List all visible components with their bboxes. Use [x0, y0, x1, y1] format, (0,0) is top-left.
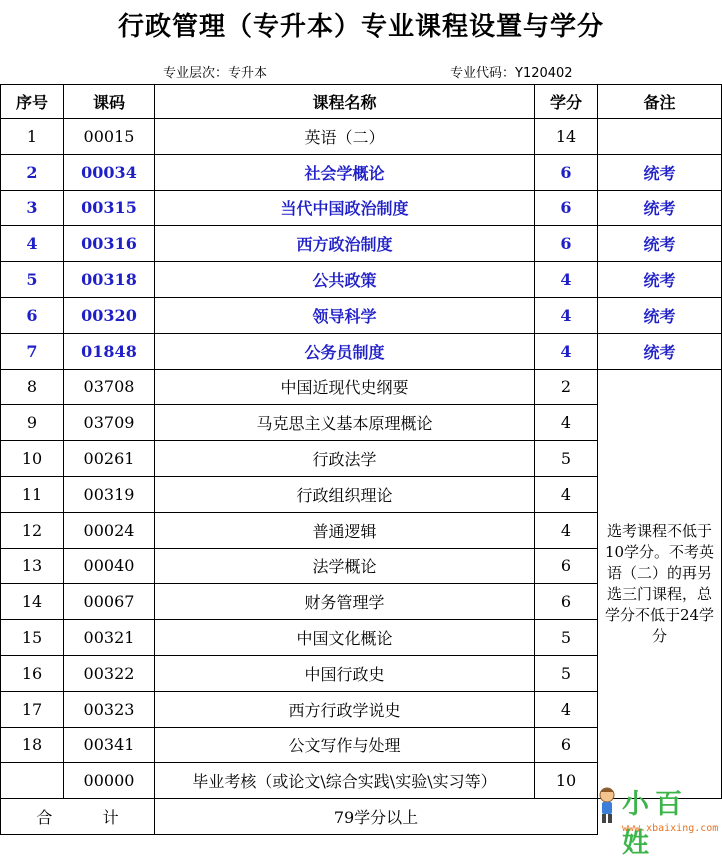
course-name: 领导科学 [155, 297, 535, 333]
course-code: 00315 [64, 190, 155, 226]
course-note: 统考 [598, 226, 722, 262]
course-name: 西方行政学说史 [155, 691, 535, 727]
course-name: 中国文化概论 [155, 620, 535, 656]
course-credit: 4 [535, 262, 598, 298]
course-credit: 4 [535, 691, 598, 727]
course-code: 00323 [64, 691, 155, 727]
site-logo [594, 780, 720, 859]
header-name: 课程名称 [155, 85, 535, 119]
table-row [1, 297, 722, 333]
header-note: 备注 [598, 85, 722, 119]
course-no: 17 [1, 691, 64, 727]
logo-url: www.xbaixing.com [622, 823, 719, 834]
course-credit: 10 [535, 763, 598, 799]
course-name: 行政组织理论 [155, 476, 535, 512]
course-rows [1, 119, 722, 799]
course-code: 03709 [64, 405, 155, 441]
course-no: 16 [1, 655, 64, 691]
course-code: 00319 [64, 476, 155, 512]
course-table [0, 84, 722, 835]
course-code: 00322 [64, 655, 155, 691]
course-name: 公文写作与处理 [155, 727, 535, 763]
header-no: 序号 [1, 85, 64, 119]
course-code: 00000 [64, 763, 155, 799]
course-no: 18 [1, 727, 64, 763]
course-name: 马克思主义基本原理概论 [155, 405, 535, 441]
table-row [1, 262, 722, 298]
total-label-b: 计 [102, 808, 119, 828]
course-no: 15 [1, 620, 64, 656]
program-level: 专业层次：专升本 [163, 66, 268, 81]
course-no: 12 [1, 512, 64, 548]
course-no: 6 [1, 297, 64, 333]
course-code: 00321 [64, 620, 155, 656]
course-credit: 4 [535, 512, 598, 548]
logo-name: 小百姓 [622, 789, 688, 859]
course-code: 00024 [64, 512, 155, 548]
course-name: 社会学概论 [155, 154, 535, 190]
elective-note: 选考课程不低于10学分。不考英语（二）的再另选三门课程，总学分不低于24学分 [598, 369, 722, 799]
course-note: 统考 [598, 297, 722, 333]
course-name: 公务员制度 [155, 333, 535, 369]
course-no [1, 763, 64, 799]
table-row [1, 369, 722, 405]
course-credit: 6 [535, 190, 598, 226]
course-code: 03708 [64, 369, 155, 405]
course-note: 统考 [598, 262, 722, 298]
course-name: 当代中国政治制度 [155, 190, 535, 226]
total-label-a: 合 [36, 808, 53, 828]
course-name: 中国行政史 [155, 655, 535, 691]
course-credit: 2 [535, 369, 598, 405]
course-code: 00067 [64, 584, 155, 620]
course-code: 00015 [64, 119, 155, 155]
course-name: 公共政策 [155, 262, 535, 298]
course-credit: 6 [535, 154, 598, 190]
table-row [1, 190, 722, 226]
course-no: 8 [1, 369, 64, 405]
course-credit: 14 [535, 119, 598, 155]
course-name: 普通逻辑 [155, 512, 535, 548]
course-credit: 5 [535, 441, 598, 477]
course-no: 3 [1, 190, 64, 226]
course-note: 统考 [598, 190, 722, 226]
course-name: 行政法学 [155, 441, 535, 477]
course-code: 00316 [64, 226, 155, 262]
course-note: 统考 [598, 333, 722, 369]
course-no: 11 [1, 476, 64, 512]
course-credit: 6 [535, 226, 598, 262]
course-no: 7 [1, 333, 64, 369]
course-code: 01848 [64, 333, 155, 369]
course-name: 西方政治制度 [155, 226, 535, 262]
table-row [1, 119, 722, 155]
course-no: 10 [1, 441, 64, 477]
course-code: 00341 [64, 727, 155, 763]
course-code: 00034 [64, 154, 155, 190]
total-value: 79学分以上 [155, 799, 598, 835]
course-credit: 5 [535, 655, 598, 691]
course-credit: 4 [535, 476, 598, 512]
course-code: 00261 [64, 441, 155, 477]
course-no: 4 [1, 226, 64, 262]
course-name: 英语（二） [155, 119, 535, 155]
course-name: 中国近现代史纲要 [155, 369, 535, 405]
course-code: 00040 [64, 548, 155, 584]
table-row [1, 154, 722, 190]
course-credit: 5 [535, 620, 598, 656]
course-credit: 6 [535, 584, 598, 620]
course-no: 2 [1, 154, 64, 190]
course-no: 14 [1, 584, 64, 620]
table-row [1, 333, 722, 369]
course-no: 1 [1, 119, 64, 155]
course-code: 00318 [64, 262, 155, 298]
course-name: 财务管理学 [155, 584, 535, 620]
course-credit: 4 [535, 405, 598, 441]
program-code: 专业代码：Y120402 [450, 66, 573, 81]
page-title: 行政管理（专升本）专业课程设置与学分 [117, 12, 604, 42]
course-credit: 6 [535, 727, 598, 763]
course-name: 法学概论 [155, 548, 535, 584]
course-no: 9 [1, 405, 64, 441]
course-credit: 4 [535, 333, 598, 369]
course-no: 5 [1, 262, 64, 298]
course-name: 毕业考核（或论文\综合实践\实验\实习等） [155, 763, 535, 799]
course-note [598, 119, 722, 155]
course-no: 13 [1, 548, 64, 584]
course-code: 00320 [64, 297, 155, 333]
header-credit: 学分 [535, 85, 598, 119]
course-credit: 4 [535, 297, 598, 333]
cartoon-person-icon [596, 786, 618, 826]
course-note: 统考 [598, 154, 722, 190]
table-header-row [1, 85, 722, 119]
table-row [1, 226, 722, 262]
total-label [1, 799, 155, 835]
course-credit: 6 [535, 548, 598, 584]
header-code: 课码 [64, 85, 155, 119]
